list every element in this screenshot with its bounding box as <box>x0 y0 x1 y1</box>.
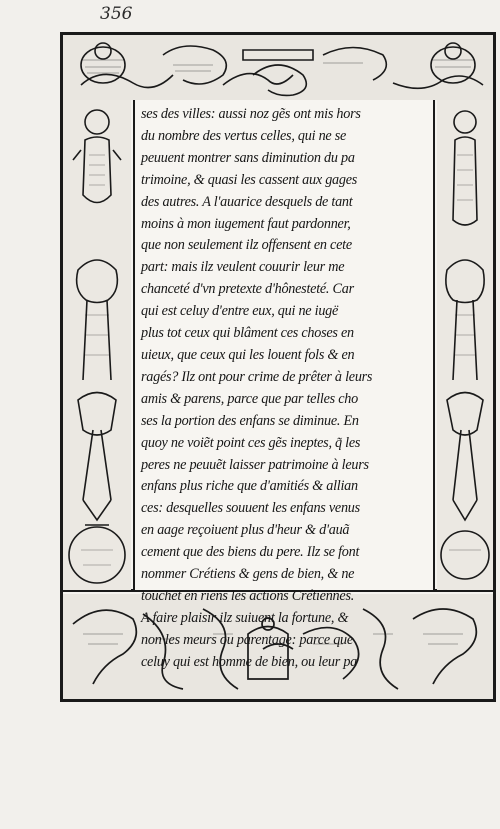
text-line: quoy ne voiẽt point ces gẽs ineptes, q̃ les <box>141 434 361 451</box>
text-line: nommer Crétiens & gens de bien, & ne <box>141 566 355 583</box>
text-line: des autres. A l'auarice desquels de tant <box>141 193 353 210</box>
text-line: A faire plaisir ilz suiuent la fortune, & <box>141 609 349 626</box>
main-text-block <box>133 100 435 670</box>
text-line: cement que des biens du pere. Ilz se font <box>141 544 360 561</box>
text-line: peuuent montrer sans diminution du pa <box>141 149 355 166</box>
text-line: celuy qui est homme de bien, ou leur pa <box>141 653 358 670</box>
text-line: amis & parens, parce que par telles cho <box>141 390 358 407</box>
text-line: qui est celuy d'entre eux, qui ne iugë <box>141 303 339 320</box>
text-line: moins à mon iugement faut pardonner, <box>141 215 351 232</box>
text-line: ces: desquelles souuent les enfans venus <box>141 500 360 517</box>
text-line: chanceté d'vn pretexte d'hônesteté. Car <box>141 281 354 298</box>
text-line: ragés? Ilz ont pour crime de prêter à leurs <box>141 368 373 385</box>
text-line: plus tot ceux qui blâment ces choses en <box>141 325 354 342</box>
text-line: ses des villes: aussi noz gẽs ont mis hors <box>141 106 361 122</box>
text-line: que non seulement ilz offensent en cete <box>141 237 352 254</box>
text-line: touchẽt en riens les actions Crétiennes. <box>141 587 355 604</box>
text-line: non les meurs ou parentage: parce que <box>141 631 353 648</box>
text-line: ses la portion des enfans se diminue. En <box>141 412 359 429</box>
text-line: peres ne peuuẽt laisser patrimoine à leurs <box>141 456 369 473</box>
page-number: 356 <box>100 4 133 24</box>
text-line: part: mais ilz veulent couurir leur me <box>141 259 345 276</box>
left-column-ornament <box>63 100 131 590</box>
top-ornament-illustration <box>63 35 493 100</box>
right-column-ornament <box>437 100 493 590</box>
text-line: du nombre des vertus celles, qui ne se <box>141 127 347 144</box>
text-line: en aage reçoiuent plus d'heur & d'auã <box>141 522 350 539</box>
text-line: uieux, que ceux qui les louent fols & en <box>141 346 355 363</box>
text-line: enfans plus riche que d'amitiés & allian <box>141 478 358 495</box>
text-line: trimoine, & quasi les cassent aux gages <box>141 171 358 188</box>
